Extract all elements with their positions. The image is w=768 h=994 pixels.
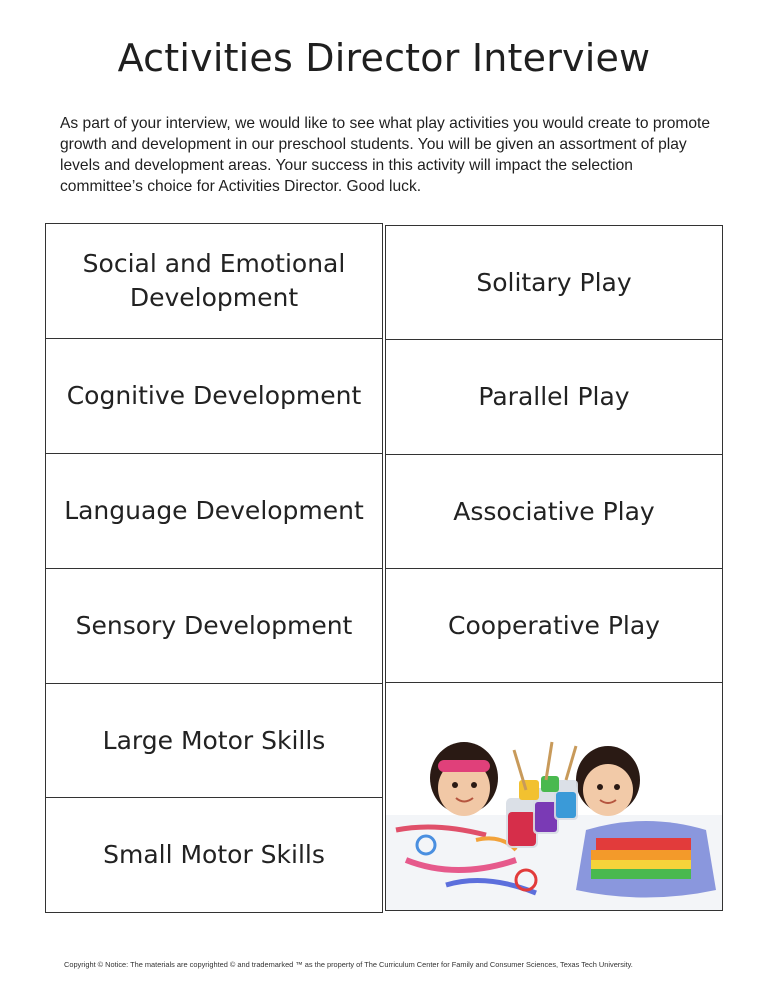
development-areas-column (45, 223, 383, 913)
card-solitary-play: Solitary Play (386, 226, 722, 340)
children-painting-photo (386, 680, 722, 910)
copyright-notice: Copyright © Notice: The materials are copyrighted © and trademarked ™ as the property of The Curriculum Center for Family and Consumer Sciences, Texas Tech University. (64, 960, 633, 969)
card-cooperative-play: Cooperative Play (386, 569, 722, 683)
card-associative-play: Associative Play (386, 455, 722, 569)
card-small-motor-skills: Small Motor Skills (103, 839, 325, 869)
page-title: Activities Director Interview (117, 36, 651, 80)
play-levels-column (385, 225, 723, 911)
card-language-development: Language Development (46, 454, 382, 569)
card-parallel-play: Parallel Play (386, 340, 722, 455)
card-cognitive-development: Cognitive Development (46, 339, 382, 454)
intro-paragraph: As part of your interview, we would like to see what play activities you would create to promote growth and development in our preschool students. You will be given an assortment of play levels and development areas. Your success in this activity will impact the selection committee’s choice for Activities Director. Good luck. (60, 115, 711, 195)
card-sensory-development: Sensory Development (46, 569, 382, 684)
card-social-emotional-development: Social and Emotional Development (46, 224, 382, 339)
card-large-motor-skills: Large Motor Skills (46, 684, 382, 798)
